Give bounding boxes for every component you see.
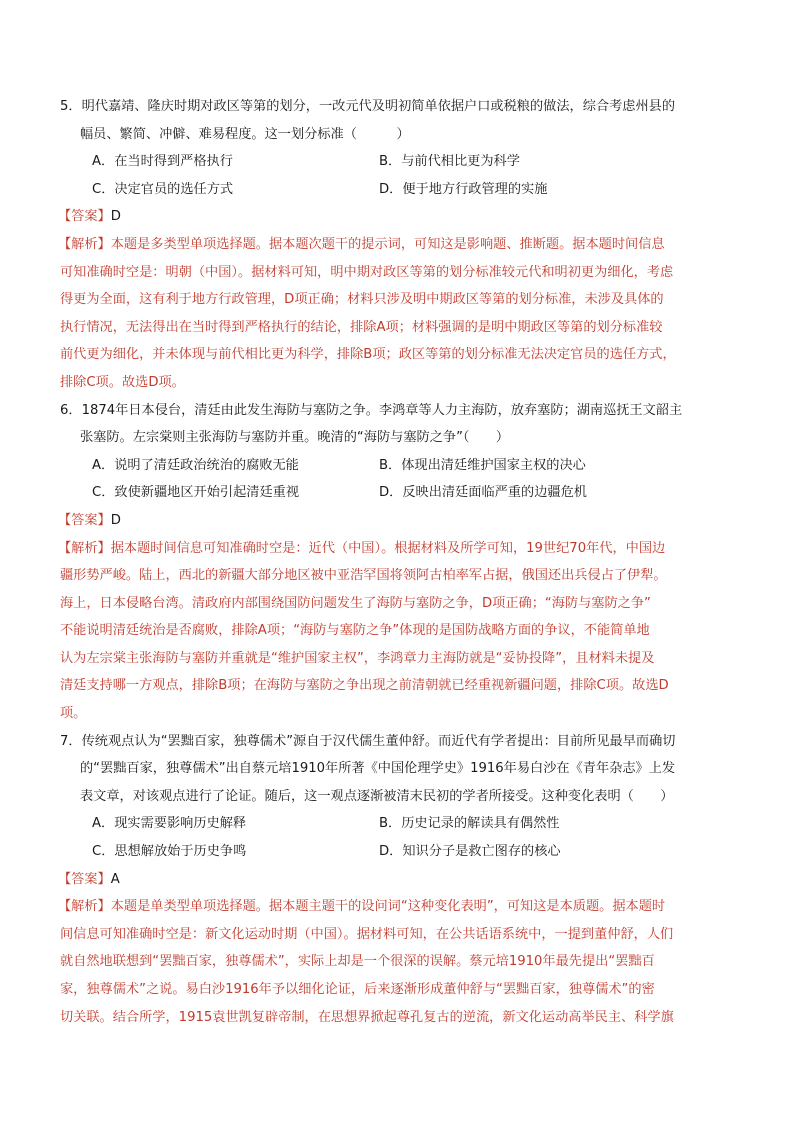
question-6 bbox=[60, 397, 736, 728]
question-stem: 的“罢黜百家，独尊儒术”出自蔡元培1910年所著《中国伦理学史》1916年易白沙在《青年杂志》上发 bbox=[80, 761, 676, 777]
options-row bbox=[60, 479, 736, 507]
option-a: A．在当时得到严格执行 bbox=[92, 154, 233, 170]
analysis-line: 疆形势严峻。陆上，西北的新疆大部分地区被中亚浩罕国将领阿古柏率军占据，俄国还出兵侵占了伊犁。 bbox=[60, 568, 667, 584]
analysis-line: 执行情况，无法得出在当时得到严格执行的结论，排除A项；材料强调的是明中期政区等第的划分标准较 bbox=[60, 319, 663, 335]
analysis bbox=[60, 535, 736, 728]
analysis-label: 【解析】 bbox=[58, 236, 111, 252]
question-7 bbox=[60, 728, 736, 1032]
analysis-line: 得更为全面，这有利于地方行政管理，D项正确；材料只涉及明中期政区等第的划分标准，未涉及具体的 bbox=[60, 292, 664, 308]
options-row bbox=[60, 810, 736, 838]
question-stem: 表文章，对该观点进行了论证。随后，这一观点逐渐被清末民初的学者所接受。这种变化表明（ ） bbox=[80, 788, 674, 804]
answer-line bbox=[58, 203, 736, 231]
analysis-line: 家，独尊儒术”之说。易白沙1916年予以细化论证，后来逐渐形成董仲舒与“罢黜百家，独尊儒术”的密 bbox=[60, 982, 655, 997]
analysis bbox=[60, 231, 736, 397]
analysis-line: 海上，日本侵略台湾。清政府内部围绕国防问题发生了海防与塞防之争，D项正确；“海防与塞防之争” bbox=[60, 595, 651, 611]
options-row bbox=[60, 176, 736, 204]
answer-label: 【答案】 bbox=[58, 209, 111, 225]
analysis-line: 可知准确时空是：明朝（中国）。据材料可知，明中期对政区等第的划分标准较元代和明初更为细化，考虑 bbox=[60, 264, 674, 280]
answer-value: D bbox=[110, 512, 121, 528]
analysis-line: 清廷支持哪一方观点，排除B项；在海防与塞防之争出现之前清朝就已经重视新疆问题，排除C项。故选D bbox=[60, 678, 669, 694]
question-stem: 张塞防。左宗棠则主张海防与塞防并重。晚清的“海防与塞防之争”（ ） bbox=[80, 430, 510, 446]
analysis-line: 前代更为细化，并未体现与前代相比更为科学，排除B项；政区等第的划分标准无法决定官员的选任方式， bbox=[60, 347, 676, 363]
answer-line bbox=[58, 507, 736, 535]
options-row bbox=[60, 148, 736, 176]
option-a: A．现实需要影响历史解释 bbox=[92, 816, 247, 832]
analysis-line: 本题是单类型单项选择题。据本题主题干的设问词“这种变化表明”，可知这是本质题。据本题时 bbox=[110, 899, 666, 915]
analysis-line: 项。 bbox=[60, 706, 87, 722]
analysis-line: 认为左宗棠主张海防与塞防并重就是“维护国家主权”，李鸿章力主海防就是“妥协投降”，且材料未提及 bbox=[60, 650, 655, 666]
question-5 bbox=[60, 93, 736, 397]
question-stem: 7．传统观点认为“罢黜百家，独尊儒术”源自于汉代儒生董仲舒。而近代有学者提出：目前所见最早而确切 bbox=[60, 733, 676, 749]
analysis-label: 【解析】 bbox=[58, 540, 111, 556]
analysis-line: 排除C项。故选D项。 bbox=[60, 374, 185, 390]
option-c: C．思想解放始于历史争鸣 bbox=[92, 844, 247, 860]
answer-value: A bbox=[110, 871, 120, 887]
option-b: B．与前代相比更为科学 bbox=[379, 154, 520, 170]
question-stem: 幅员、繁简、冲僻、难易程度。这一划分标准（ ） bbox=[80, 126, 410, 142]
analysis-line: 据本题时间信息可知准确时空是：近代（中国）。根据材料及所学可知，19世纪70年代，中国边 bbox=[110, 540, 666, 556]
answer-value: D bbox=[110, 209, 121, 225]
analysis-line: 就自然地联想到“罢黜百家，独尊儒术”，实际上却是一个很深的误解。蔡元培1910年最先提出“罢黜百 bbox=[60, 954, 655, 970]
options-row bbox=[60, 452, 736, 480]
option-d: D．反映出清廷面临严重的边疆危机 bbox=[379, 485, 587, 501]
analysis-line: 本题是多类型单项选择题。据本题次题干的提示词，可知这是影响题、推断题。据本题时间信息 bbox=[110, 236, 665, 252]
options-row bbox=[60, 838, 736, 866]
option-d: D．便于地方行政管理的实施 bbox=[379, 181, 548, 197]
option-b: B．体现出清廷维护国家主权的决心 bbox=[379, 457, 586, 473]
analysis-line: 不能说明清廷统治是否腐败，排除A项；“海防与塞防之争”体现的是国防战略方面的争议，不能简单地 bbox=[60, 623, 650, 639]
option-a: A．说明了清廷政治统治的腐败无能 bbox=[92, 457, 299, 473]
question-stem: 6．1874年日本侵台，清廷由此发生海防与塞防之争。李鸿章等人力主海防，放弃塞防；湖南巡抚王文韶主 bbox=[60, 402, 683, 418]
answer-line bbox=[58, 866, 736, 894]
answer-label: 【答案】 bbox=[58, 871, 111, 887]
question-stem: 5．明代嘉靖、隆庆时期对政区等第的划分，一改元代及明初简单依据户口或税粮的做法，综合考虑州县的 bbox=[60, 99, 676, 114]
option-c: C．致使新疆地区开始引起清廷重视 bbox=[92, 485, 300, 501]
analysis-line: 间信息可知准确时空是：新文化运动时期（中国）。据材料可知，在公共话语系统中，一提到董仲舒，人们 bbox=[60, 926, 674, 942]
option-c: C．决定官员的选任方式 bbox=[92, 181, 234, 197]
answer-label: 【答案】 bbox=[58, 512, 111, 528]
analysis bbox=[60, 893, 736, 1031]
analysis-line: 切关联。结合所学，1915袁世凯复辟帝制，在思想界掀起尊孔复古的逆流，新文化运动高举民主、科学旗 bbox=[60, 1009, 674, 1025]
analysis-label: 【解析】 bbox=[58, 899, 111, 915]
option-d: D．知识分子是救亡图存的核心 bbox=[379, 844, 561, 860]
document-content bbox=[60, 93, 736, 1031]
option-b: B．历史记录的解读具有偶然性 bbox=[379, 816, 560, 832]
